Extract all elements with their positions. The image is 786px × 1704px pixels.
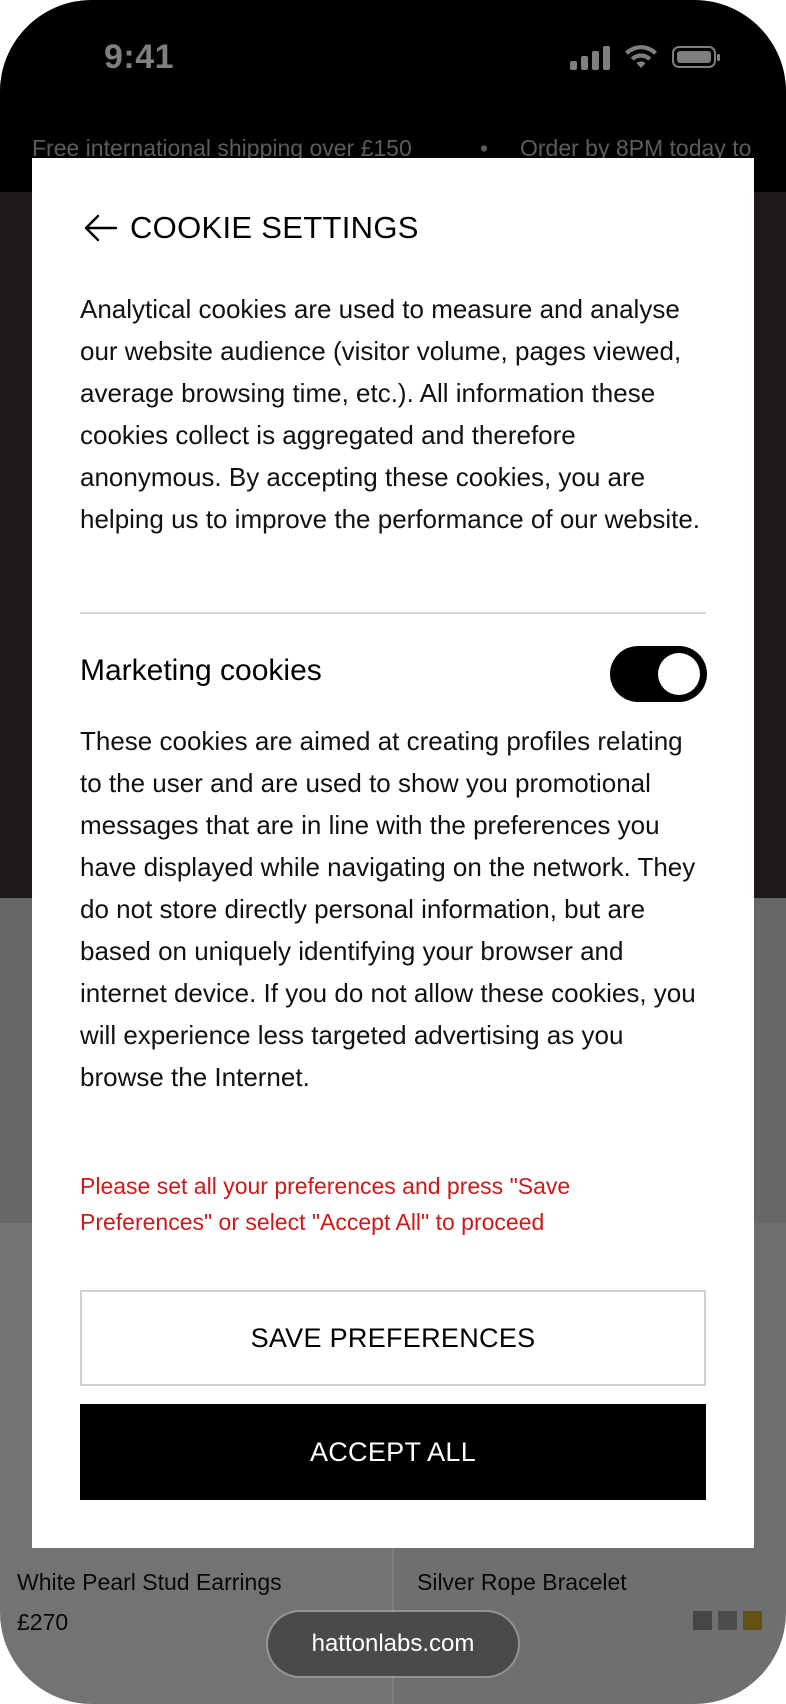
modal-header <box>82 210 419 246</box>
section-divider <box>80 612 706 614</box>
marketing-cookies-description: These cookies are aimed at creating profiles relating to the user and are used to show you promotional messages that are in line with the preferences you have displayed while navigating on the network. They do not store directly personal information, but are based on uniquely identifying your browser and internet device. If you do not allow these cookies, you will experience less targeted advertising as you browse the Internet. <box>80 726 696 1092</box>
toggle-knob <box>658 653 700 695</box>
cookie-settings-modal <box>32 158 754 1548</box>
back-arrow-icon[interactable] <box>82 213 118 243</box>
modal-title: COOKIE SETTINGS <box>130 210 419 245</box>
save-preferences-button[interactable]: SAVE PREFERENCES <box>80 1290 706 1386</box>
browser-url-bar[interactable]: hattonlabs.com <box>268 1612 518 1676</box>
preferences-warning: Please set all your preferences and press "Save Preferences" or select "Accept All" to proceed <box>80 1173 571 1235</box>
accept-all-button[interactable]: ACCEPT ALL <box>80 1404 706 1500</box>
analytical-cookies-description: Analytical cookies are used to measure and analyse our website audience (visitor volume, pages viewed, average browsing time, etc.). All information these cookies collect is aggregated and therefore anonymous. By accepting these cookies, you are helping us to improve the performance of our website. <box>80 294 701 534</box>
marketing-cookies-title: Marketing cookies <box>80 654 322 687</box>
marketing-cookies-toggle[interactable] <box>610 646 707 702</box>
